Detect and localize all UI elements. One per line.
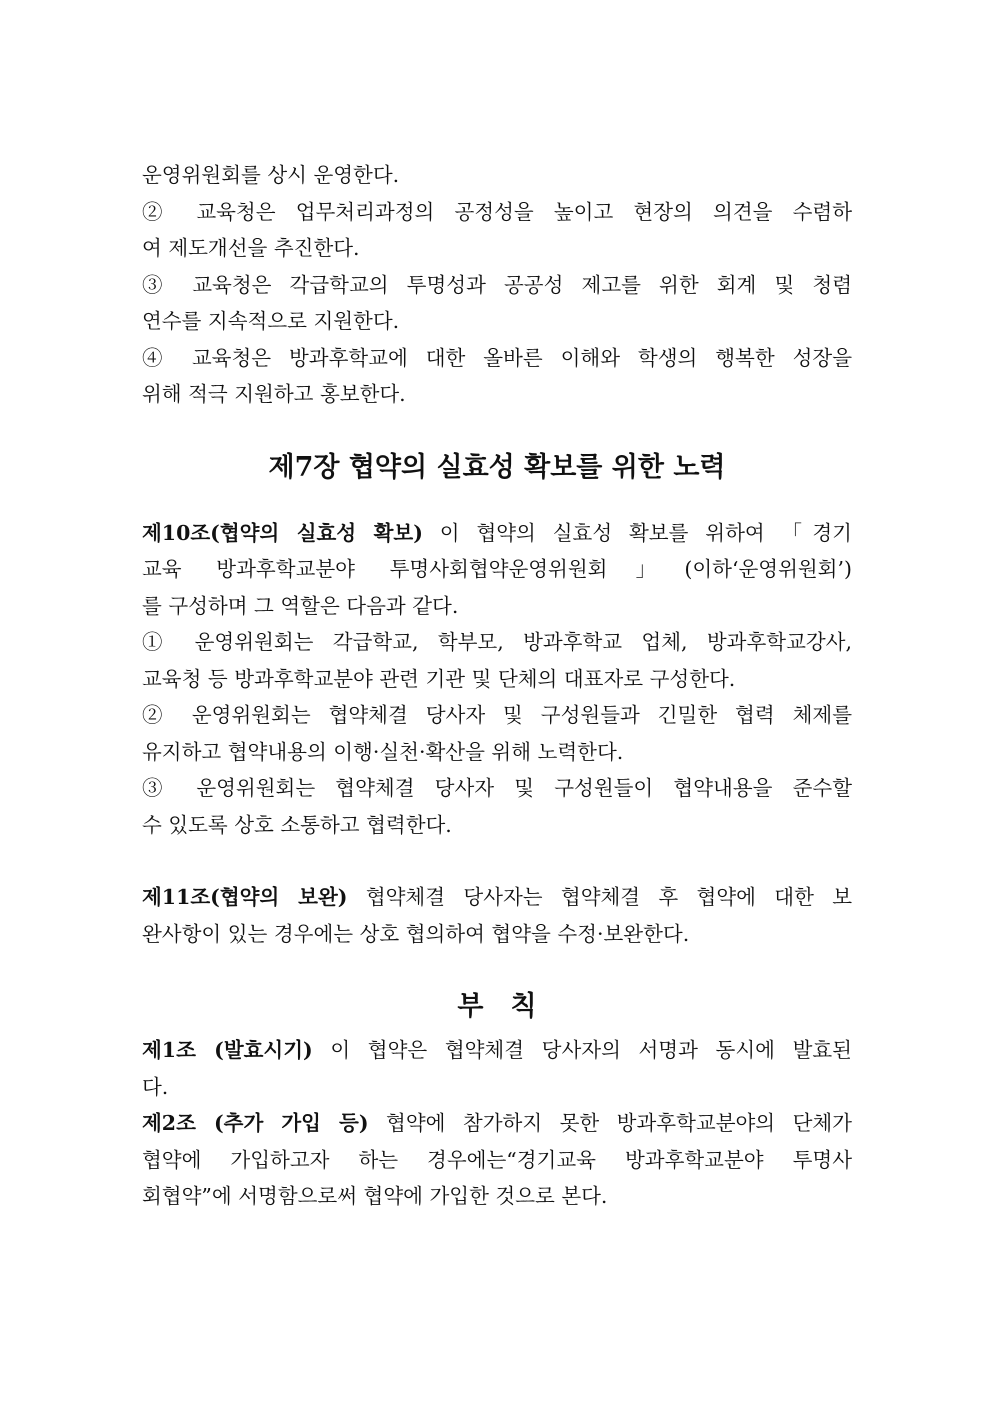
text-line: ③ 교육청은 각급학교의 투명성과 공공성 제고를 위한 회계 및 청렴	[142, 272, 852, 297]
article-10	[142, 515, 852, 844]
article-first-line	[142, 879, 852, 916]
intro-section	[142, 157, 852, 413]
text-line: 연수를 지속적으로 지원한다.	[142, 309, 400, 333]
supplementary-title: 부 칙	[457, 991, 537, 1022]
text-line: ④ 교육청은 방과후학교에 대한 올바른 이해와 학생의 행복한 성장을	[142, 345, 852, 370]
text-line: 협약에 가입하고자 하는 경우에는“경기교육 방과후학교분야 투명사	[142, 1147, 852, 1172]
article-first-line	[142, 1105, 852, 1142]
text-line: 위해 적극 지원하고 홍보한다.	[142, 382, 406, 406]
text-line: 다.	[142, 1074, 169, 1099]
text-line: 를 구성하며 그 역할은 다음과 같다.	[142, 593, 459, 618]
article-heading: 제10조(협약의 실효성 확보)	[142, 520, 423, 545]
supplementary-article-1	[142, 1032, 852, 1105]
supplementary-article-2	[142, 1105, 852, 1215]
chapter-title: 제7장 협약의 실효성 확보를 위한 노력	[268, 451, 726, 483]
text-line: 교육청 등 방과후학교분야 관련 기관 및 단체의 대표자로 구성한다.	[142, 666, 736, 691]
text-line: ③ 운영위원회는 협약체결 당사자 및 구성원들이 협약내용을 준수할	[142, 776, 852, 800]
article-text: 이 협약의 실효성 확보를 위하여 「경기	[422, 520, 852, 545]
spacer	[142, 843, 852, 879]
text-line: ① 운영위원회는 각급학교, 학부모, 방과후학교 업체, 방과후학교강사,	[142, 630, 852, 654]
article-text: 이 협약은 협약체결 당사자의 서명과 동시에 발효된	[312, 1038, 852, 1062]
article-first-line	[142, 515, 852, 552]
text-line: 교육 방과후학교분야 투명사회협약운영위원회」(이하‘운영위원회’)	[142, 557, 852, 581]
article-heading: 제1조 (발효시기)	[142, 1038, 313, 1062]
article-text: 협약체결 당사자는 협약체결 후 협약에 대한 보	[347, 885, 852, 909]
article-first-line	[142, 1032, 852, 1069]
text-line: ② 운영위원회는 협약체결 당사자 및 구성원들과 긴밀한 협력 체제를	[142, 703, 852, 727]
article-text: 협약에 참가하지 못한 방과후학교분야의 단체가	[368, 1111, 852, 1135]
article-heading: 제11조(협약의 보완)	[142, 885, 348, 909]
document-body	[142, 157, 852, 1215]
text-line: 여 제도개선을 추진한다.	[142, 236, 360, 260]
text-line: 수 있도록 상호 소통하고 협력한다.	[142, 812, 452, 837]
text-line: 회협약”에 서명함으로써 협약에 가입한 것으로 본다.	[142, 1184, 608, 1208]
article-11	[142, 879, 852, 952]
article-heading: 제2조 (추가 가입 등)	[142, 1111, 369, 1135]
text-line: 완사항이 있는 경우에는 상호 협의하여 협약을 수정·보완한다.	[142, 921, 690, 946]
text-line: 유지하고 협약내용의 이행·실천·확산을 위해 노력한다.	[142, 739, 624, 764]
text-line: ② 교육청은 업무처리과정의 공정성을 높이고 현장의 의견을 수렴하	[142, 199, 852, 224]
text-line: 운영위원회를 상시 운영한다.	[142, 163, 400, 187]
